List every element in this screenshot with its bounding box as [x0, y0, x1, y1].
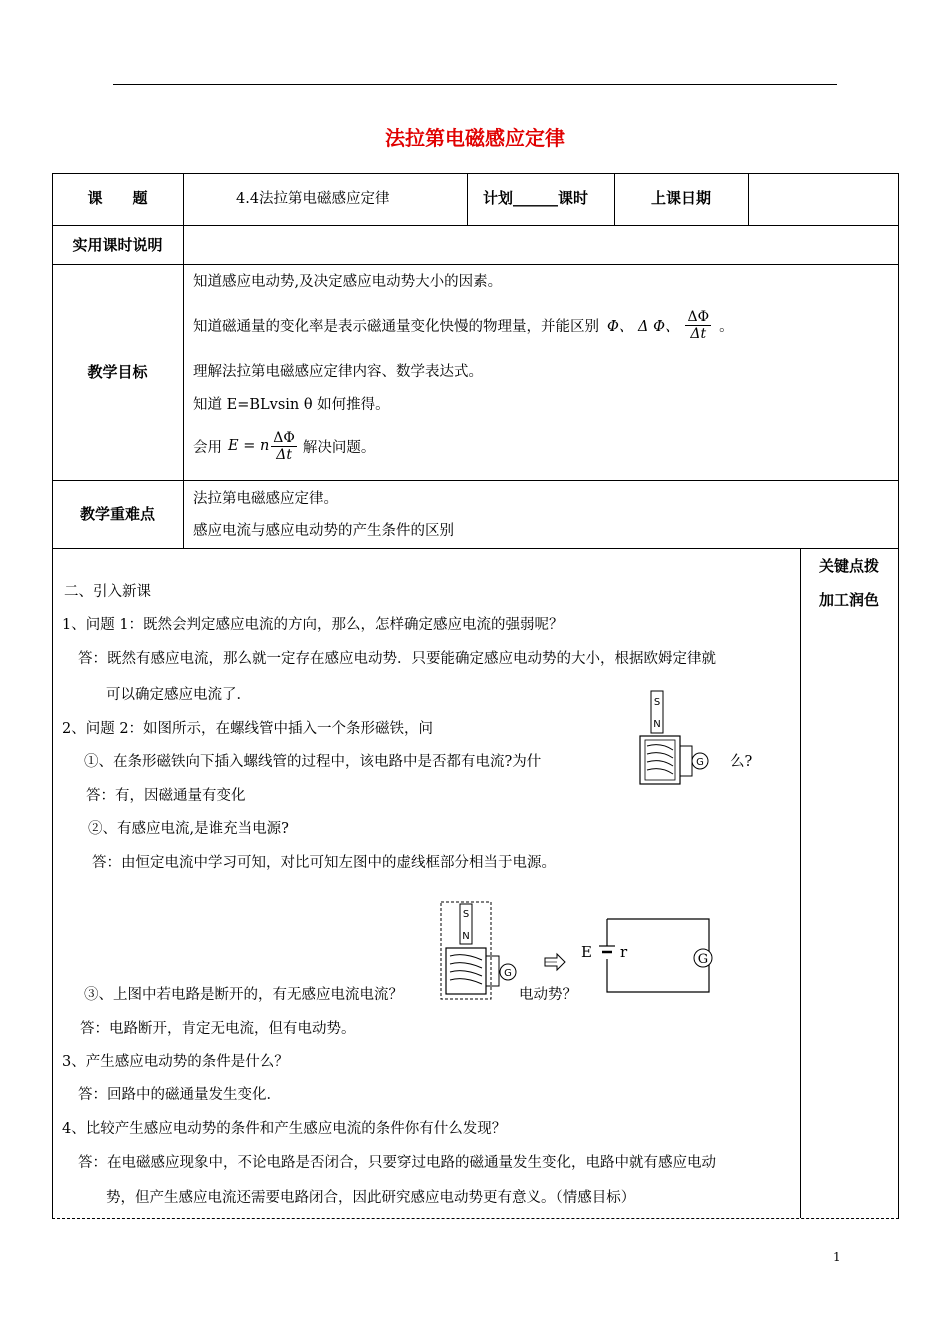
answer-2-2: 答：由恒定电流中学习可知，对比可知左图中的虚线框部分相当于电源。	[92, 855, 556, 871]
side-note-1: 关键点拨	[818, 557, 879, 575]
hours-note-label: 实用课时说明	[72, 236, 163, 254]
question-4: 4、比较产生感应电动势的条件和产生感应电流的条件你有什么发现？	[62, 1121, 507, 1137]
header-rule	[113, 84, 837, 85]
galvanometer-label: G	[696, 757, 704, 768]
key-points-label: 教学重难点	[79, 505, 155, 523]
answer-1-line-1: 答：既然有感应电流，那么就一定存在感应电动势．只要能确定感应电动势的大小，根据欧姆定律就	[78, 651, 716, 667]
page-number: 1	[833, 1250, 841, 1264]
answer-2-3: 答：电路断开，肯定无电流，但有电动势。	[80, 1021, 356, 1037]
date-label: 上课日期	[650, 189, 711, 207]
galvanometer-label-3: G	[697, 952, 709, 967]
plan-hours: 计划______课时	[483, 189, 589, 207]
answer-4-line-1: 答：在电磁感应现象中，不论电路是否闭合，只要穿过电路的磁通量发生变化，电路中就有感应电动	[78, 1155, 716, 1171]
objective-1: 知道感应电动势,及决定感应电动势大小的因素。	[193, 274, 503, 290]
solenoid-figure-1	[635, 688, 711, 788]
magnet-s-label-2: S	[462, 909, 470, 920]
answer-2-1: 答：有，因磁通量有变化	[86, 788, 246, 804]
objective-3: 理解法拉第电磁感应定律内容、数学表达式。	[193, 364, 483, 380]
magnet-n-label: N	[653, 719, 661, 730]
magnet-s-label: S	[653, 697, 661, 708]
question-2-1-end: 么?	[730, 754, 753, 770]
page-title: 法拉第电磁感应定律	[385, 126, 565, 150]
answer-3: 答：回路中的磁通量发生变化．	[78, 1087, 281, 1103]
objectives-label: 教学目标	[87, 363, 148, 381]
objective-5: 会用 E = n $\frac{\Delta\Phi}{\Delta t}$ 解决问题。	[193, 429, 376, 463]
key-point-1: 法拉第电磁感应定律。	[193, 491, 338, 507]
objective-4: 知道 E=BLvsin θ 如何推得。	[193, 397, 390, 413]
question-2-3-end: 电动势？	[519, 987, 577, 1003]
answer-4-line-2: 势，但产生感应电流还需要电路闭合，因此研究感应电动势更有意义。（情感目标）	[106, 1190, 636, 1206]
question-2: 2、问题 2：如图所示，在螺线管中插入一个条形磁铁，问	[62, 721, 434, 737]
section-heading: 二、引入新课	[64, 584, 151, 600]
emf-label: E	[581, 943, 592, 961]
answer-1-line-2: 可以确定感应电流了．	[106, 687, 251, 703]
objective-2: 知道磁通量的变化率是表示磁通量变化快慢的物理量，并能区别 Φ、 Δ Φ、 $\frac{\Delta\Phi}{\Delta t}$ 。	[193, 308, 734, 342]
topic-value: 4.4法拉第电磁感应定律	[236, 191, 390, 207]
question-3: 3、产生感应电动势的条件是什么？	[62, 1054, 289, 1070]
question-2-1: ①、在条形磁铁向下插入螺线管的过程中，该电路中是否都有电流?为什	[84, 754, 542, 770]
galvanometer-label-2: G	[504, 968, 512, 979]
side-note-2: 加工润色	[818, 591, 879, 609]
equivalent-circuit-figure	[437, 900, 722, 1005]
question-2-2: ②、有感应电流,是谁充当电源?	[88, 821, 289, 837]
question-1: 1、问题 1：既然会判定感应电流的方向，那么，怎样确定感应电流的强弱呢？	[62, 617, 564, 633]
magnet-n-label-2: N	[462, 931, 470, 942]
key-point-2: 感应电流与感应电动势的产生条件的区别	[193, 523, 454, 539]
resistance-label: r	[620, 943, 628, 961]
question-2-3: ③、上图中若电路是断开的，有无感应电流电流？	[84, 987, 403, 1003]
topic-label: 课 题	[87, 189, 148, 207]
